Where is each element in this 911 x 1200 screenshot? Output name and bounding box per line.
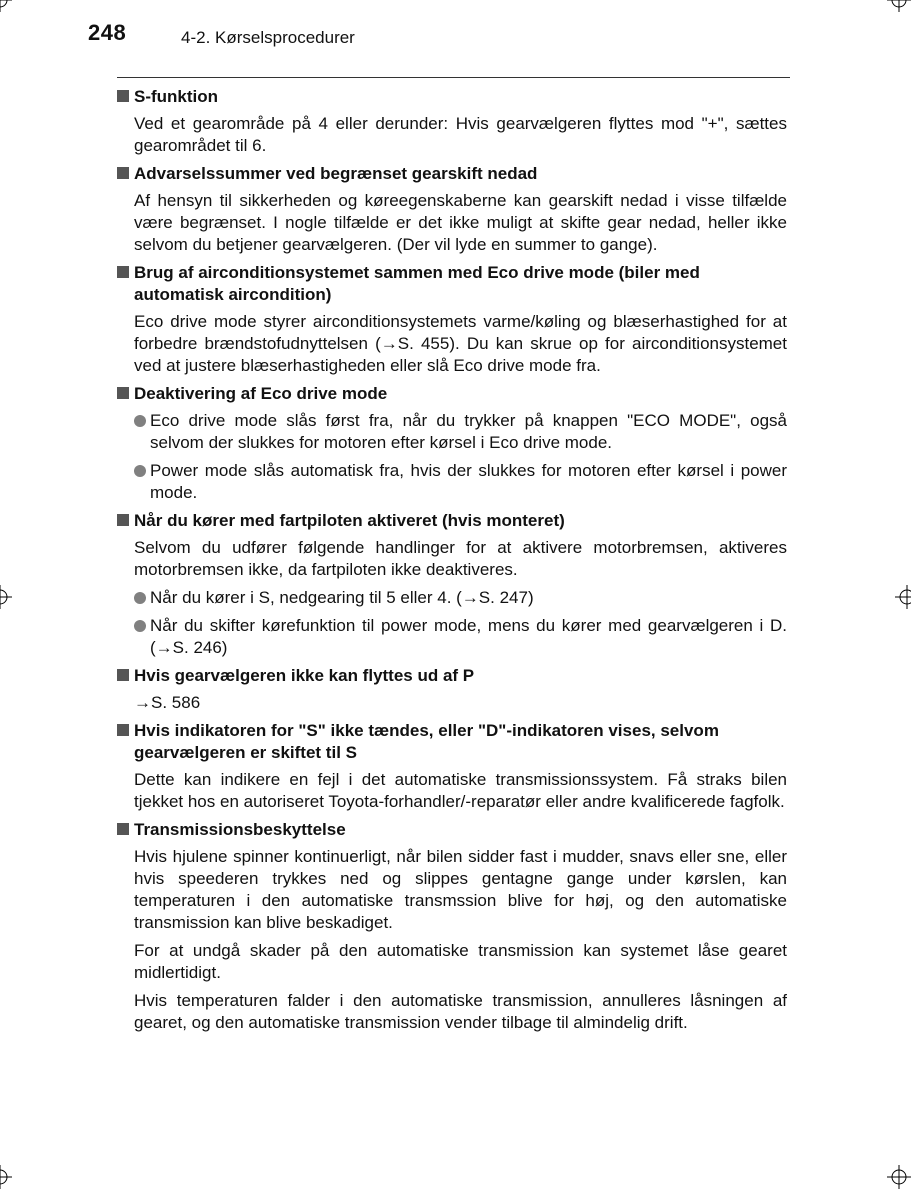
page-number: 248 (88, 20, 127, 45)
paragraph: For at undgå skader på den automatiske transmission kan systemet låse gearet midlertidigt. (134, 941, 787, 982)
paragraph: Ved et gearområde på 4 eller derunder: Hvis gearvælgeren flyttes mod "+", sættes gearområdet til 6. (134, 114, 787, 155)
registration-mark-icon (895, 585, 911, 609)
square-bullet-icon (117, 266, 129, 278)
section-title: 4-2. Kørselsprocedurer (181, 28, 355, 47)
section-heading: Hvis gearvælgeren ikke kan flyttes ud af P (117, 665, 787, 687)
paragraph: Hvis hjulene spinner kontinuerligt, når bilen sidder fast i mudder, snavs eller sne, eller hvis speederen trykkes ned og slippes gentagne gange under kørslen, kan temperaturen i den automatiske transmssion blive for høj, og den automatiske transmission kan blive beskadiget. (134, 847, 787, 932)
square-bullet-icon (117, 669, 129, 681)
section-heading: Transmissionsbeskyttelse (117, 819, 787, 841)
page-content (117, 86, 787, 1040)
square-bullet-icon (117, 724, 129, 736)
section-advarselssummer (117, 163, 787, 256)
registration-mark-icon (0, 1165, 12, 1189)
section-heading: Brug af airconditionsystemet sammen med Eco drive mode (biler med automatisk aircondition) (117, 262, 787, 306)
bullet-item: Når du skifter kørefunktion til power mode, mens du kører med gearvælgeren i D. (→S. 246) (134, 615, 787, 659)
paragraph: Af hensyn til sikkerheden og køreegenskaberne kan gearskift nedad i visse tilfælde være begrænset. I nogle tilfælde er det ikke muligt at skifte gear nedad, heller ikke selvom du betjener gearvælgeren. (Der vil lyde en summer to gange). (134, 191, 787, 254)
registration-mark-icon (0, 585, 12, 609)
section-s-funktion (117, 86, 787, 157)
paragraph: Dette kan indikere en fejl i det automatiske transmissionssystem. Få straks bilen tjekket hos en autoriseret Toyota-forhandler/-reparatør eller andre kvalificerede fagfolk. (134, 770, 787, 811)
bullet-item: Eco drive mode slås først fra, når du trykker på knappen "ECO MODE", også selvom der slukkes for motoren efter kørsel i Eco drive mode. (134, 410, 787, 454)
registration-mark-icon (887, 0, 911, 12)
bullet-item: Når du kører i S, nedgearing til 5 eller 4. (→S. 247) (134, 587, 787, 609)
section-indikator-s (117, 720, 787, 813)
section-heading: Hvis indikatoren for "S" ikke tændes, eller "D"-indikatoren vises, selvom gearvælgeren er skiftet til S (117, 720, 787, 764)
header-divider (117, 77, 790, 78)
section-heading: Advarselssummer ved begrænset gearskift nedad (117, 163, 787, 185)
round-bullet-icon (134, 415, 146, 427)
square-bullet-icon (117, 90, 129, 102)
paragraph: Hvis temperaturen falder i den automatiske transmission, annulleres låsningen af gearet, og den automatiske transmission vender tilbage til almindelig drift. (134, 991, 787, 1032)
section-heading: Når du kører med fartpiloten aktiveret (hvis monteret) (117, 510, 787, 532)
bullet-item: Power mode slås automatisk fra, hvis der slukkes for motoren efter kørsel i power mode. (134, 460, 787, 504)
round-bullet-icon (134, 620, 146, 632)
section-fartpilot (117, 510, 787, 659)
registration-mark-icon (0, 0, 12, 12)
section-aircondition-eco (117, 262, 787, 377)
paragraph: Eco drive mode styrer airconditionsystemets varme/køling og blæserhastighed for at forbedre brændstofudnyttelsen (→S. 455). Du kan skrue op for airconditionsystemet ved at justere blæserhastigheden eller slå Eco drive mode fra. (134, 312, 787, 375)
square-bullet-icon (117, 823, 129, 835)
page-reference: →S. 586 (134, 693, 201, 712)
registration-mark-icon (887, 1165, 911, 1189)
section-transmissionsbeskyttelse (117, 819, 787, 1034)
round-bullet-icon (134, 465, 146, 477)
section-heading: S-funktion (117, 86, 787, 108)
section-gearvaelger-p (117, 665, 787, 714)
round-bullet-icon (134, 592, 146, 604)
paragraph: Selvom du udfører følgende handlinger for at aktivere motorbremsen, aktiveres motorbremsen ikke, da fartpiloten ikke deaktiveres. (134, 538, 787, 579)
square-bullet-icon (117, 167, 129, 179)
square-bullet-icon (117, 514, 129, 526)
section-deaktivering-eco (117, 383, 787, 504)
section-heading: Deaktivering af Eco drive mode (117, 383, 787, 405)
square-bullet-icon (117, 387, 129, 399)
